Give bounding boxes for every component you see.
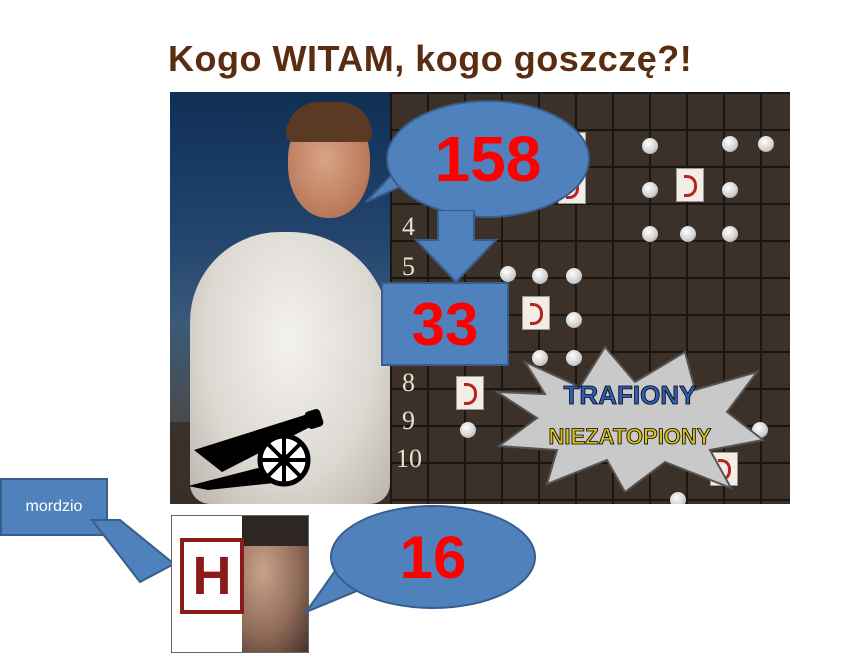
- peg-marker: [722, 226, 738, 242]
- ship-icon: [676, 168, 704, 202]
- avatar-hair: [242, 516, 309, 546]
- peg-marker: [566, 268, 582, 284]
- row-number: 5: [402, 252, 415, 281]
- bubble-bottom-value: 16: [399, 523, 467, 591]
- value-box: [381, 282, 509, 366]
- starburst: [495, 342, 765, 492]
- ship-icon: [456, 376, 484, 410]
- box-value: 33: [411, 290, 479, 358]
- peg-marker: [722, 136, 738, 152]
- row-number: 9: [402, 406, 415, 435]
- speech-bubble-top: [386, 100, 590, 218]
- cannon-icon: [188, 402, 348, 492]
- avatar: [171, 515, 309, 653]
- bubble-top-value: 158: [434, 123, 542, 195]
- burst-line-2: NIEZATOPIONY: [548, 424, 712, 449]
- peg-marker: [460, 422, 476, 438]
- peg-marker: [758, 136, 774, 152]
- peg-marker: [680, 226, 696, 242]
- row-number: 8: [402, 368, 415, 397]
- ship-icon: [522, 296, 550, 330]
- callout-label: mordzio: [25, 498, 83, 515]
- speech-bubble-bottom: [330, 505, 536, 609]
- peg-marker: [642, 226, 658, 242]
- peg-marker: [670, 492, 686, 504]
- peg-marker: [722, 182, 738, 198]
- burst-line-1: TRAFIONY: [563, 380, 697, 410]
- peg-marker: [566, 312, 582, 328]
- peg-marker: [642, 138, 658, 154]
- arrow-down-icon: [414, 210, 498, 284]
- peg-marker: [500, 266, 516, 282]
- row-number: 10: [396, 444, 422, 473]
- callout-pointer: [90, 518, 180, 584]
- slide-title: Kogo WITAM, kogo goszczę?!: [168, 38, 693, 79]
- row-number: 4: [402, 212, 415, 241]
- avatar-logo: H: [180, 538, 244, 614]
- peg-marker: [642, 182, 658, 198]
- peg-marker: [532, 268, 548, 284]
